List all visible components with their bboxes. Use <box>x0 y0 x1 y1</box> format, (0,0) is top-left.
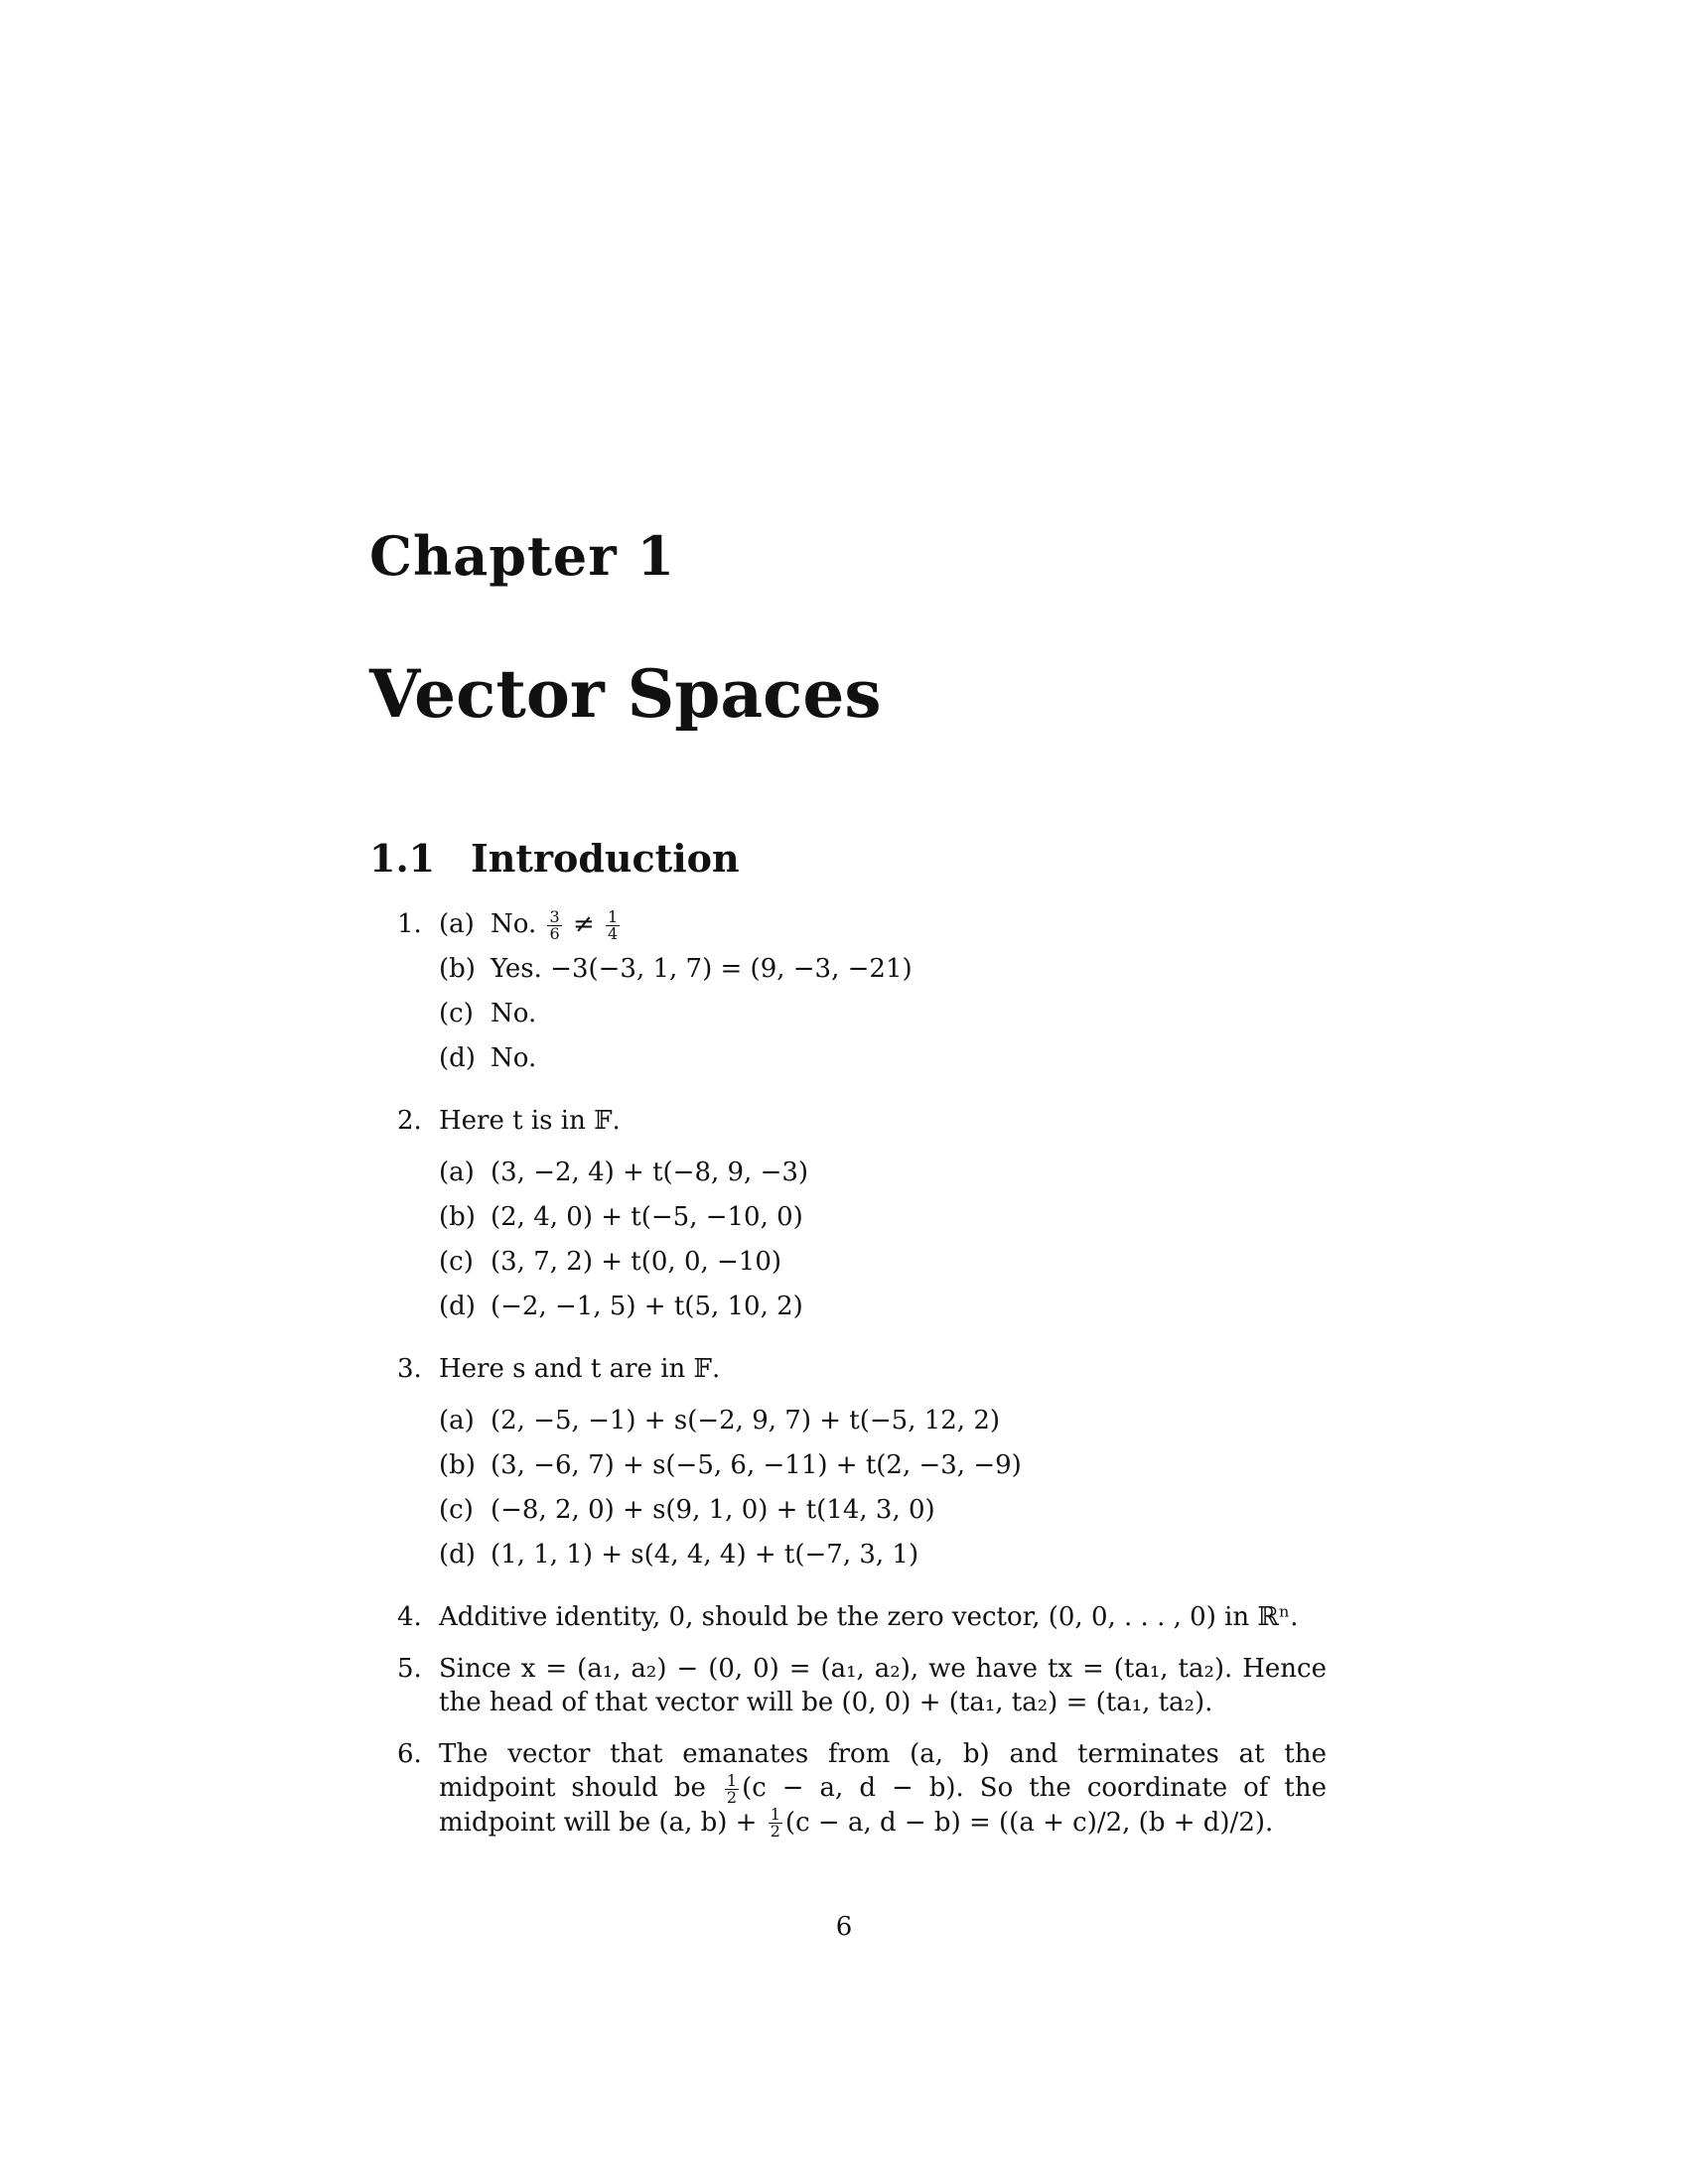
item-number: 3. <box>397 1354 422 1384</box>
text-part-c: (c − a, d − b) = ((a + c)/2, (b + d)/2). <box>784 1807 1274 1838</box>
chapter-label: Chapter 1 <box>369 524 676 588</box>
subitem-1a <box>439 907 1327 952</box>
item-number: 1. <box>397 909 422 939</box>
item-text: Here s and t are in 𝔽. <box>439 1354 721 1384</box>
subitem-text: (−8, 2, 0) + s(9, 1, 0) + t(14, 3, 0) <box>491 1495 935 1525</box>
subitem-1d <box>439 1041 1327 1086</box>
subitem-label: (a) <box>439 1158 475 1187</box>
subitem-text: Yes. −3(−3, 1, 7) = (9, −3, −21) <box>491 954 913 984</box>
subitem-3b <box>439 1448 1327 1493</box>
fraction-one-half: $\frac{1}{2}$ <box>726 1770 738 1807</box>
exercise-list <box>397 907 1327 1857</box>
subitem-list <box>439 1404 1327 1582</box>
subitem-label: (a) <box>439 909 475 939</box>
page-number: 6 <box>835 1912 853 1942</box>
subitem-label: (d) <box>439 1043 476 1073</box>
exercise-item-4 <box>397 1600 1327 1634</box>
exercise-item-6 <box>397 1737 1327 1840</box>
item-number: 2. <box>397 1106 422 1136</box>
subitem-2c <box>439 1245 1327 1290</box>
subitem-1b <box>439 952 1327 997</box>
subitem-1c <box>439 997 1327 1041</box>
subitem-label: (d) <box>439 1292 476 1321</box>
answer-prefix: No. <box>491 909 537 939</box>
subitem-text: (2, 4, 0) + t(−5, −10, 0) <box>491 1202 803 1232</box>
subitem-text: (1, 1, 1) + s(4, 4, 4) + t(−7, 3, 1) <box>491 1540 919 1570</box>
subitem-list <box>439 1156 1327 1334</box>
exercise-item-1 <box>397 907 1327 1086</box>
chapter-title: Vector Spaces <box>369 655 882 733</box>
item-number: 5. <box>397 1654 422 1684</box>
subitem-2b <box>439 1200 1327 1245</box>
fraction-three-sixths: $\frac{3}{6}$ <box>549 906 560 943</box>
subitem-label: (a) <box>439 1406 475 1435</box>
subitem-label: (b) <box>439 1450 476 1480</box>
exercise-item-3 <box>397 1352 1327 1582</box>
section-number: 1.1 <box>369 836 436 881</box>
subitem-label: (c) <box>439 1495 474 1525</box>
fraction-one-half: $\frac{1}{2}$ <box>770 1805 780 1841</box>
subitem-3d <box>439 1538 1327 1582</box>
text-part-a: The vector that emanates from (a, b) and terminates at the midpoint should be <box>439 1739 1327 1803</box>
item-text: Here t is in 𝔽. <box>439 1106 621 1136</box>
item-text: Additive identity, 0, should be the zero vector, (0, 0, . . . , 0) in ℝⁿ. <box>439 1602 1299 1632</box>
item-number: 4. <box>397 1602 422 1632</box>
subitem-label: (c) <box>439 1247 474 1277</box>
exercise-item-5 <box>397 1652 1327 1719</box>
item-text: Since x = (a₁, a₂) − (0, 0) = (a₁, a₂), we have tx = (ta₁, ta₂). Hence the head of that vector will be (0, 0) + (ta₁, ta₂) = (ta₁, ta₂). <box>439 1654 1327 1717</box>
subitem-label: (c) <box>439 999 474 1028</box>
exercise-item-2 <box>397 1104 1327 1334</box>
subitem-text: No. <box>491 999 537 1028</box>
subitem-label: (b) <box>439 1202 476 1232</box>
subitem-text: (2, −5, −1) + s(−2, 9, 7) + t(−5, 12, 2) <box>491 1406 1001 1435</box>
subitem-label: (b) <box>439 954 476 984</box>
subitem-text: (3, −6, 7) + s(−5, 6, −11) + t(2, −3, −9) <box>491 1450 1022 1480</box>
text-part-b: (c − a, d − b). So the coordinate of the midpoint will be (a, b) + <box>439 1773 1327 1838</box>
not-equal-sign: ≠ <box>572 909 595 939</box>
subitem-text: No. <box>491 1043 537 1073</box>
section-title: Introduction <box>471 836 740 881</box>
item-number: 6. <box>397 1739 422 1769</box>
subitem-2d <box>439 1290 1327 1334</box>
subitem-text: (3, −2, 4) + t(−8, 9, −3) <box>491 1158 809 1187</box>
item-text <box>439 1737 1327 1840</box>
fraction-one-quarter: $\frac{1}{4}$ <box>608 906 619 943</box>
subitem-text: (3, 7, 2) + t(0, 0, −10) <box>491 1247 782 1277</box>
subitem-3a <box>439 1404 1327 1448</box>
section-heading <box>369 836 740 881</box>
subitem-2a <box>439 1156 1327 1200</box>
subitem-list <box>439 907 1327 1086</box>
subitem-3c <box>439 1493 1327 1538</box>
subitem-text: (−2, −1, 5) + t(5, 10, 2) <box>491 1292 803 1321</box>
subitem-label: (d) <box>439 1540 476 1570</box>
